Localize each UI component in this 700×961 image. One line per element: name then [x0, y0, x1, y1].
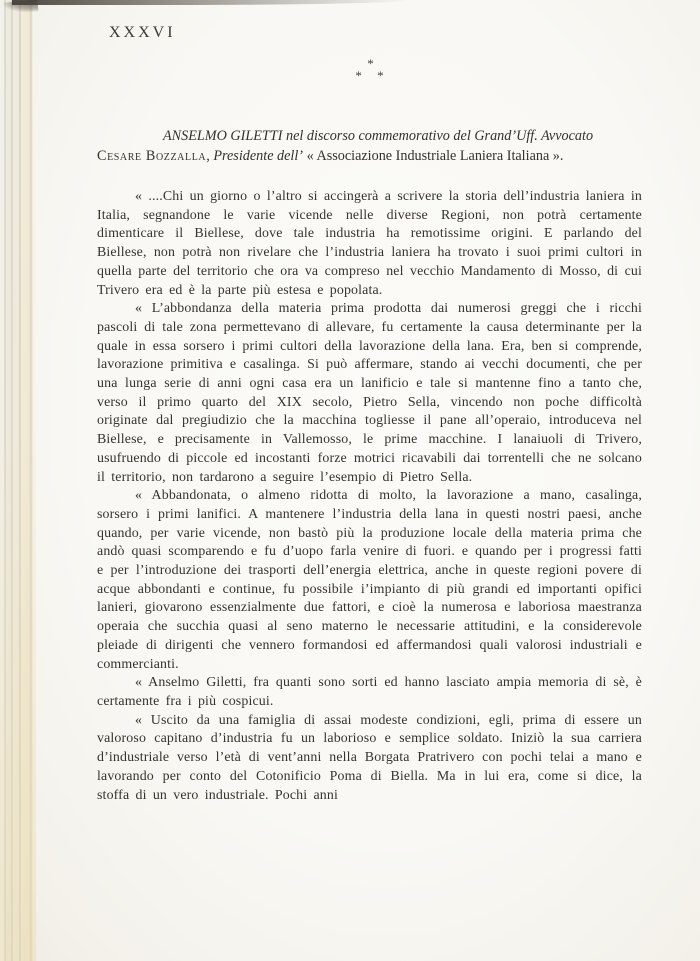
- page-number: XXXVI: [109, 24, 176, 41]
- page-content: [97, 0, 642, 961]
- speech-attribution-header: [97, 126, 642, 166]
- header-title-italic: Presidente dell’: [213, 148, 304, 164]
- asterism-ornament: [97, 58, 642, 82]
- asterism-bottom-stars: * *: [355, 68, 390, 83]
- body-text: [97, 188, 642, 805]
- header-line1-italic: ANSELMO GILETTI nel discorso commemorativo del Grand’Uff. Avvocato: [163, 128, 594, 144]
- header-association-name: « Associazione Industriale Laniera Italiana ».: [303, 148, 564, 164]
- paragraph: « Anselmo Giletti, fra quanti sono sorti ed hanno lasciato ampia memoria di sè, è certamente fra i più cospicui.: [97, 675, 642, 709]
- page-edge-cream-tint: [0, 0, 36, 961]
- paragraph: « ....Chi un giorno o l’altro si accingerà a scrivere la storia dell’industria laniera in Italia, segnandone le varie vicende nelle diverse Regioni, non potrà certamente dimenticare il Biellese, dove tale industria ha remotissime origini. E parlando del Biellese, non potrà non rivelare che l’industria laniera ha trovato i suoi primi cultori in quella parte del territorio che ora va compreso nel vecchio Mandamento di Mosso, di cui Trivero era ed è la parte più estesa e popolata.: [97, 189, 642, 298]
- header-separator: ,: [206, 148, 214, 164]
- header-speaker-name: Cesare Bozzalla: [97, 148, 207, 164]
- paragraph: « L’abbondanza della materia prima prodotta dai numerosi greggi che i ricchi pascoli di tale zona permettevano di allevare, fu certamente la causa determinante per la quale in essa sorsero i primi cultori della lavorazione della lana. Era, ben si comprende, lavorazione primitiva e casalinga. Si può affermare, stando ai vecchi documenti, che per una lunga serie di anni ogni casa era un lanificio e tale si mantenne fino a tanto che, verso il primo quarto del XIX secolo, Pietro Sella, vincendo non poche difficoltà originate dal pregiudizio che la macchina togliesse il pane all’operaio, introduceva nel Biellese, e precisamente in Vallemosso, le prime macchine. I lanaiuoli di Trivero, usufruendo di piccole ed incostanti forze motrici ricavabili dai torrentelli che ne solcano il territorio, non tardarono a seguire l’esempio di Pietro Sella.: [97, 301, 642, 485]
- paragraph: « Uscito da una famiglia di assai modeste condizioni, egli, prima di essere un valoroso capitano d’industria fu un laborioso e semplice soldato. Iniziò la sua carriera d’industriale verso l’età di vent’anni nella Borgata Pratrivero con pochi telai a mano e lavorando per conto del Cotonificio Poma di Biella. Ma in lui era, come si dice, la stoffa di un vero industriale. Pochi anni: [97, 712, 642, 803]
- paragraph: « Abbandonata, o almeno ridotta di molto, la lavorazione a mano, casalinga, sorsero i primi lanifici. A mantenere l’industria della lana in questi nostri paesi, anche quando, per varie vicende, non bastò più la produzione locale della materia prima che andò quasi scomparendo e fu d’uopo farla venire di fuori. e quando per i progressi fatti e per l’introduzione dei trasporti dell’energia elettrica, anche in queste regioni povere di acque abbondanti e continue, fu possibile i’impianto di più grandi ed importanti opifici lanieri, giovarono essenzialmente due fattori, e cioè la numerosa e laboriosa maestranza operaia che succhia quasi al seno materno le necessarie attitudini, e la considerevole pleiade di dirigenti che vennero formandosi ed affermandosi quali valorosi industriali e commercianti.: [97, 488, 642, 672]
- asterism-top-star: *: [367, 56, 374, 71]
